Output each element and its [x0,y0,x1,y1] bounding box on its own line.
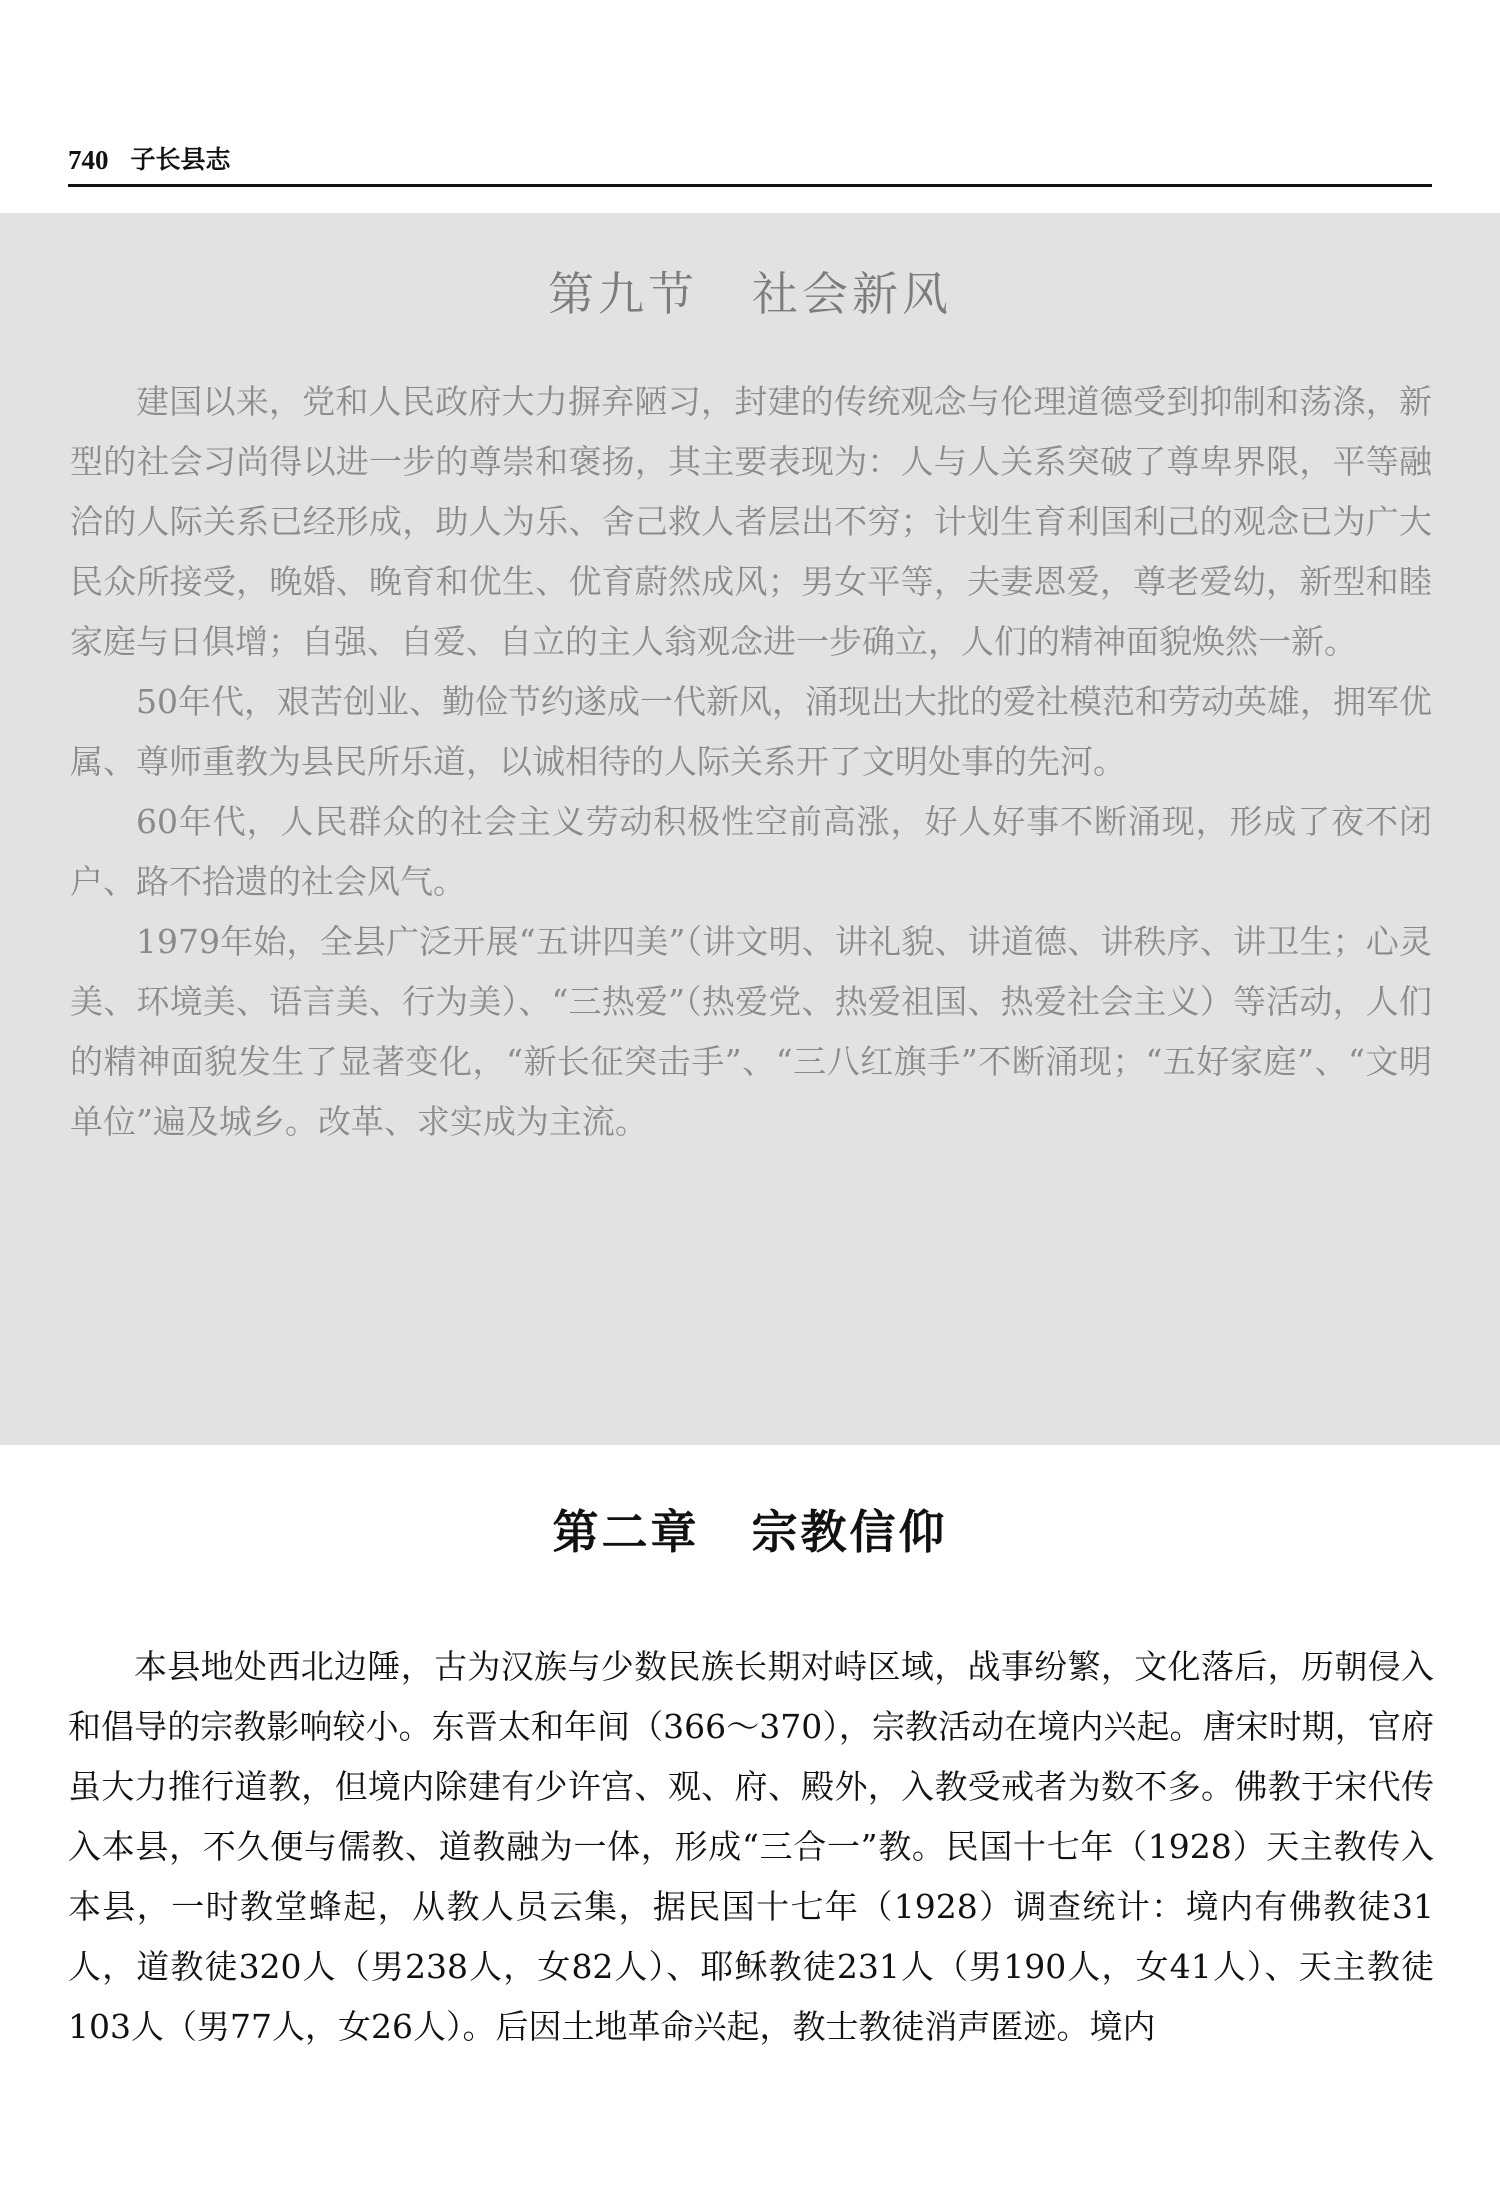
chapter-body [68,1637,1434,2057]
chapter-name: 宗教信仰 [751,1505,948,1559]
section-title [0,258,1500,324]
chapter-number: 第二章 [552,1505,700,1559]
section-name: 社会新风 [752,267,952,321]
section-body [70,372,1432,1152]
running-header [68,136,1432,187]
page-number: 740 [68,145,109,175]
section-number: 第九节 [548,267,698,321]
section-paragraph: 50年代，艰苦创业、勤俭节约遂成一代新风，涌现出大批的爱社模范和劳动英雄，拥军优属、尊师重教为县民所乐道，以诚相待的人际关系开了文明处事的先河。 [70,682,1432,781]
section-paragraph: 60年代，人民群众的社会主义劳动积极性空前高涨，好人好事不断涌现，形成了夜不闭户、路不拾遗的社会风气。 [70,802,1432,901]
book-title: 子长县志 [130,145,231,174]
chapter-paragraph: 本县地处西北边陲，古为汉族与少数民族长期对峙区域，战事纷繁，文化落后，历朝侵入和倡导的宗教影响较小。东晋太和年间（366～370），宗教活动在境内兴起。唐宋时期，官府虽大力推行道教，但境内除建有少许宫、观、府、殿外，入教受戒者为数不多。佛教于宋代传入本县，不久便与儒教、道教融为一体，形成“三合一”教。民国十七年（1928）天主教传入本县，一时教堂蜂起，从教人员云集，据民国十七年（1928）调查统计：境内有佛教徒31人，道教徒320人（男238人，女82人）、耶稣教徒231人（男190人，女41人）、天主教徒103人（男77人，女26人）。后因土地革命兴起，教士教徒消声匿迹。境内 [68,1647,1434,2046]
section-paragraph: 建国以来，党和人民政府大力摒弃陋习，封建的传统观念与伦理道德受到抑制和荡涤，新型的社会习尚得以进一步的尊崇和褒扬，其主要表现为：人与人关系突破了尊卑界限，平等融洽的人际关系已经形成，助人为乐、舍己救人者层出不穷；计划生育利国利己的观念已为广大民众所接受，晚婚、晚育和优生、优育蔚然成风；男女平等，夫妻恩爱，尊老爱幼，新型和睦家庭与日俱增；自强、自爱、自立的主人翁观念进一步确立，人们的精神面貌焕然一新。 [70,382,1432,661]
section-paragraph: 1979年始，全县广泛开展“五讲四美”（讲文明、讲礼貌、讲道德、讲秩序、讲卫生；心灵美、环境美、语言美、行为美）、“三热爱”（热爱党、热爱祖国、热爱社会主义）等活动，人们的精神面貌发生了显著变化，“新长征突击手”、“三八红旗手”不断涌现；“五好家庭”、“文明单位”遍及城乡。改革、求实成为主流。 [70,922,1432,1141]
chapter-title [0,1496,1500,1562]
